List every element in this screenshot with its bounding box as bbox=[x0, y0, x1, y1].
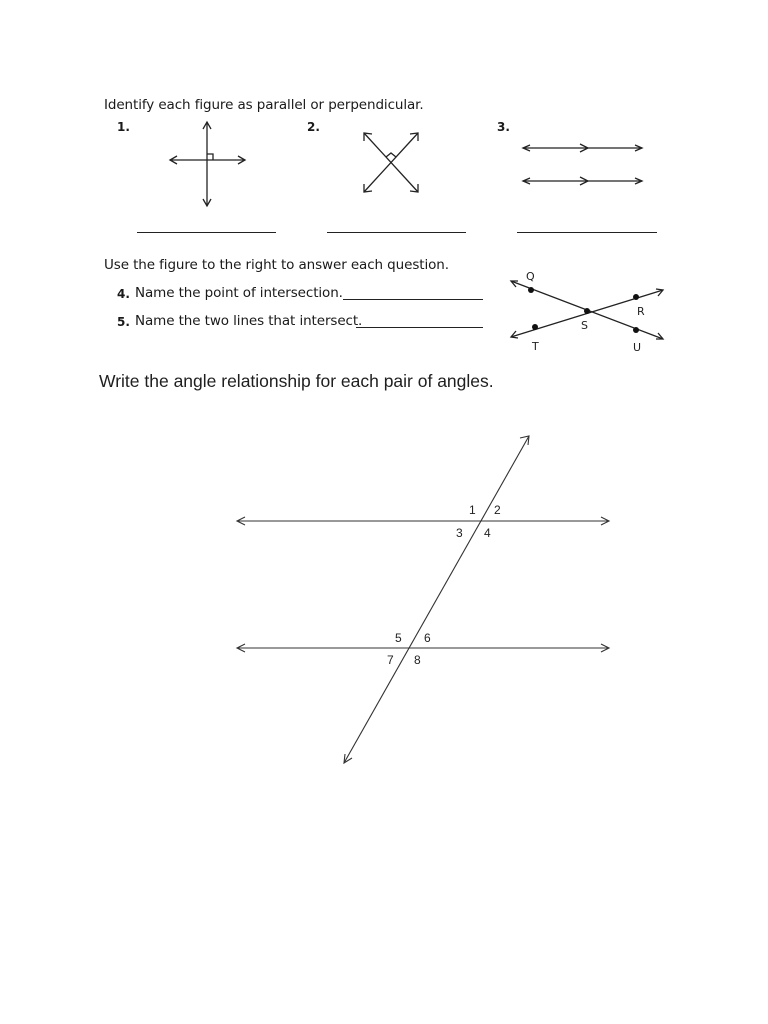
item-number-1: 1. bbox=[117, 120, 130, 134]
item-number-2: 2. bbox=[307, 120, 320, 134]
question-4-text: Name the point of intersection. bbox=[135, 285, 343, 301]
instruction-angle-relationship: Write the angle relationship for each pair of angles. bbox=[99, 371, 494, 391]
angle-label-5: 5 bbox=[395, 631, 402, 645]
angle-label-1: 1 bbox=[469, 503, 476, 517]
point-label-r: R bbox=[637, 305, 645, 318]
angle-label-3: 3 bbox=[456, 526, 463, 540]
point-label-t: T bbox=[532, 340, 539, 353]
point-label-u: U bbox=[633, 341, 642, 354]
instruction-use-figure: Use the figure to the right to answer each question. bbox=[104, 257, 449, 273]
angle-label-7: 7 bbox=[387, 653, 394, 667]
answer-blank-5[interactable] bbox=[356, 327, 483, 328]
figure-parallel-lines-transversal bbox=[232, 430, 622, 775]
instruction-parallel-perpendicular: Identify each figure as parallel or perpendicular. bbox=[104, 97, 424, 113]
point-label-q: Q bbox=[526, 270, 535, 283]
figure-parallel-lines bbox=[518, 140, 648, 185]
angle-label-8: 8 bbox=[414, 653, 421, 667]
point-label-s: S bbox=[581, 319, 588, 332]
answer-blank-1[interactable] bbox=[137, 232, 276, 233]
figure-perpendicular-lines bbox=[165, 118, 265, 218]
answer-blank-2[interactable] bbox=[327, 232, 466, 233]
answer-blank-3[interactable] bbox=[517, 232, 657, 233]
question-5-text: Name the two lines that intersect. bbox=[135, 313, 363, 329]
angle-label-6: 6 bbox=[424, 631, 431, 645]
angle-label-4: 4 bbox=[484, 526, 491, 540]
angle-label-2: 2 bbox=[494, 503, 501, 517]
figure-intersecting-lines-qrstu bbox=[505, 265, 665, 355]
answer-blank-4[interactable] bbox=[343, 299, 483, 300]
item-number-3: 3. bbox=[497, 120, 510, 134]
figure-intersecting-x bbox=[358, 127, 428, 197]
question-number-5: 5. bbox=[117, 315, 130, 329]
question-number-4: 4. bbox=[117, 287, 130, 301]
